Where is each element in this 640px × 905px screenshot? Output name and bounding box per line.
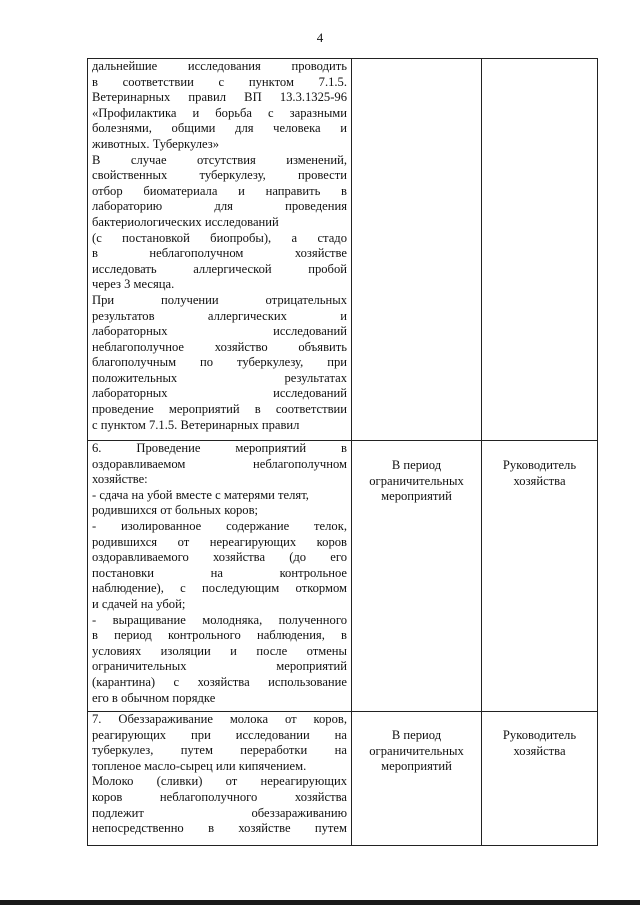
- period-cell: [352, 441, 482, 712]
- text-line: - сдача на убой вместе с матерями телят,: [92, 487, 309, 502]
- responsible-cell: [482, 441, 598, 712]
- text-line: коров неблагополучного хозяйства: [92, 789, 347, 804]
- text-line: результатов аллергических и: [92, 308, 347, 323]
- period-line: мероприятий: [381, 489, 452, 504]
- measure-cell: [88, 441, 352, 712]
- text-line: туберкулез, путем переработки на: [92, 743, 347, 758]
- text-line: «Профилактика и борьба с заразными: [92, 105, 347, 120]
- period-line: В период: [391, 728, 442, 742]
- table-row: [88, 712, 598, 846]
- responsible-cell: [482, 59, 598, 441]
- measure-cell: [88, 59, 352, 441]
- responsible-line: хозяйства: [513, 743, 566, 758]
- text-line: отбор биоматериала и направить в: [92, 183, 347, 198]
- measures-table: [87, 58, 598, 846]
- responsible-line: хозяйства: [513, 473, 566, 488]
- text-line: свойственных туберкулезу, провести: [92, 168, 347, 183]
- responsible-cell: [482, 712, 598, 846]
- text-line: оздоравливаемого хозяйства (до его: [92, 550, 347, 565]
- text-line: топленое масло-сырец или кипячением.: [92, 758, 307, 773]
- period-cell: [352, 712, 482, 846]
- text-line: дальнейшие исследования проводить: [92, 59, 347, 73]
- text-line: подлежит обеззараживанию: [92, 805, 347, 820]
- text-line: хозяйстве:: [92, 472, 148, 487]
- page-number: 4: [316, 30, 324, 45]
- period-line: ограничительных: [369, 473, 464, 488]
- table-row: [88, 441, 598, 712]
- text-line: - выращивание молодняка, полученного: [92, 612, 347, 627]
- text-line: - изолированное содержание телок,: [92, 518, 347, 533]
- text-line: В случае отсутствия изменений,: [92, 152, 347, 167]
- text-line: оздоравливаемом неблагополучном: [92, 456, 347, 471]
- text-line: лабораторных исследований: [92, 324, 347, 339]
- period-cell: [352, 59, 482, 441]
- responsible-line: Руководитель: [502, 458, 577, 472]
- text-line: благополучным по туберкулезу, при: [92, 355, 347, 370]
- text-line: бактериологических исследований: [92, 214, 279, 229]
- text-line: его в обычном порядке: [92, 690, 216, 705]
- text-line: лабораторию для проведения: [92, 199, 347, 214]
- period-line: ограничительных: [369, 743, 464, 758]
- text-line: 7. Обеззараживание молока от коров,: [92, 712, 347, 726]
- text-line: непосредственно в хозяйстве путем: [92, 821, 347, 836]
- scan-edge: [0, 900, 640, 905]
- text-line: лабораторных исследований: [92, 386, 347, 401]
- text-line: При получении отрицательных: [92, 292, 347, 307]
- measure-cell: [88, 712, 352, 846]
- text-line: и сдачей на убой;: [92, 596, 186, 611]
- text-line: с пунктом 7.1.5. Ветеринарных правил: [92, 417, 300, 432]
- text-line: (с постановкой биопробы), а стадо: [92, 230, 347, 245]
- text-line: через 3 месяца.: [92, 277, 175, 292]
- text-line: наблюдение), с последующим откормом: [92, 581, 347, 596]
- text-line: Ветеринарных правил ВП 13.3.1325-96: [92, 90, 347, 105]
- text-line: исследовать аллергической пробой: [92, 261, 347, 276]
- text-line: неблагополучное хозяйство объявить: [92, 339, 347, 354]
- text-line: реагирующих при исследовании на: [92, 727, 347, 742]
- text-line: (карантина) с хозяйства использование: [92, 674, 347, 689]
- period-line: мероприятий: [381, 759, 452, 774]
- text-line: болезнями, общими для человека и: [92, 121, 347, 136]
- text-line: ограничительных мероприятий: [92, 659, 347, 674]
- text-line: животных. Туберкулез»: [92, 136, 220, 151]
- text-line: в неблагополучном хозяйстве: [92, 246, 347, 261]
- responsible-line: Руководитель: [502, 728, 577, 742]
- period-line: В период: [391, 458, 442, 472]
- text-line: постановки на контрольное: [92, 565, 347, 580]
- text-line: Молоко (сливки) от нереагирующих: [92, 774, 347, 789]
- text-line: проведение мероприятий в соответствии: [92, 402, 347, 417]
- text-line: в период контрольного наблюдения, в: [92, 628, 347, 643]
- text-line: в соответствии с пунктом 7.1.5.: [92, 74, 347, 89]
- text-line: родившихся от нереагирующих коров: [92, 534, 347, 549]
- text-line: положительных результатах: [92, 370, 347, 385]
- text-line: условиях изоляции и после отмены: [92, 643, 347, 658]
- table-row: [88, 59, 598, 441]
- text-line: родившихся от больных коров;: [92, 503, 259, 518]
- text-line: 6. Проведение мероприятий в: [92, 441, 347, 455]
